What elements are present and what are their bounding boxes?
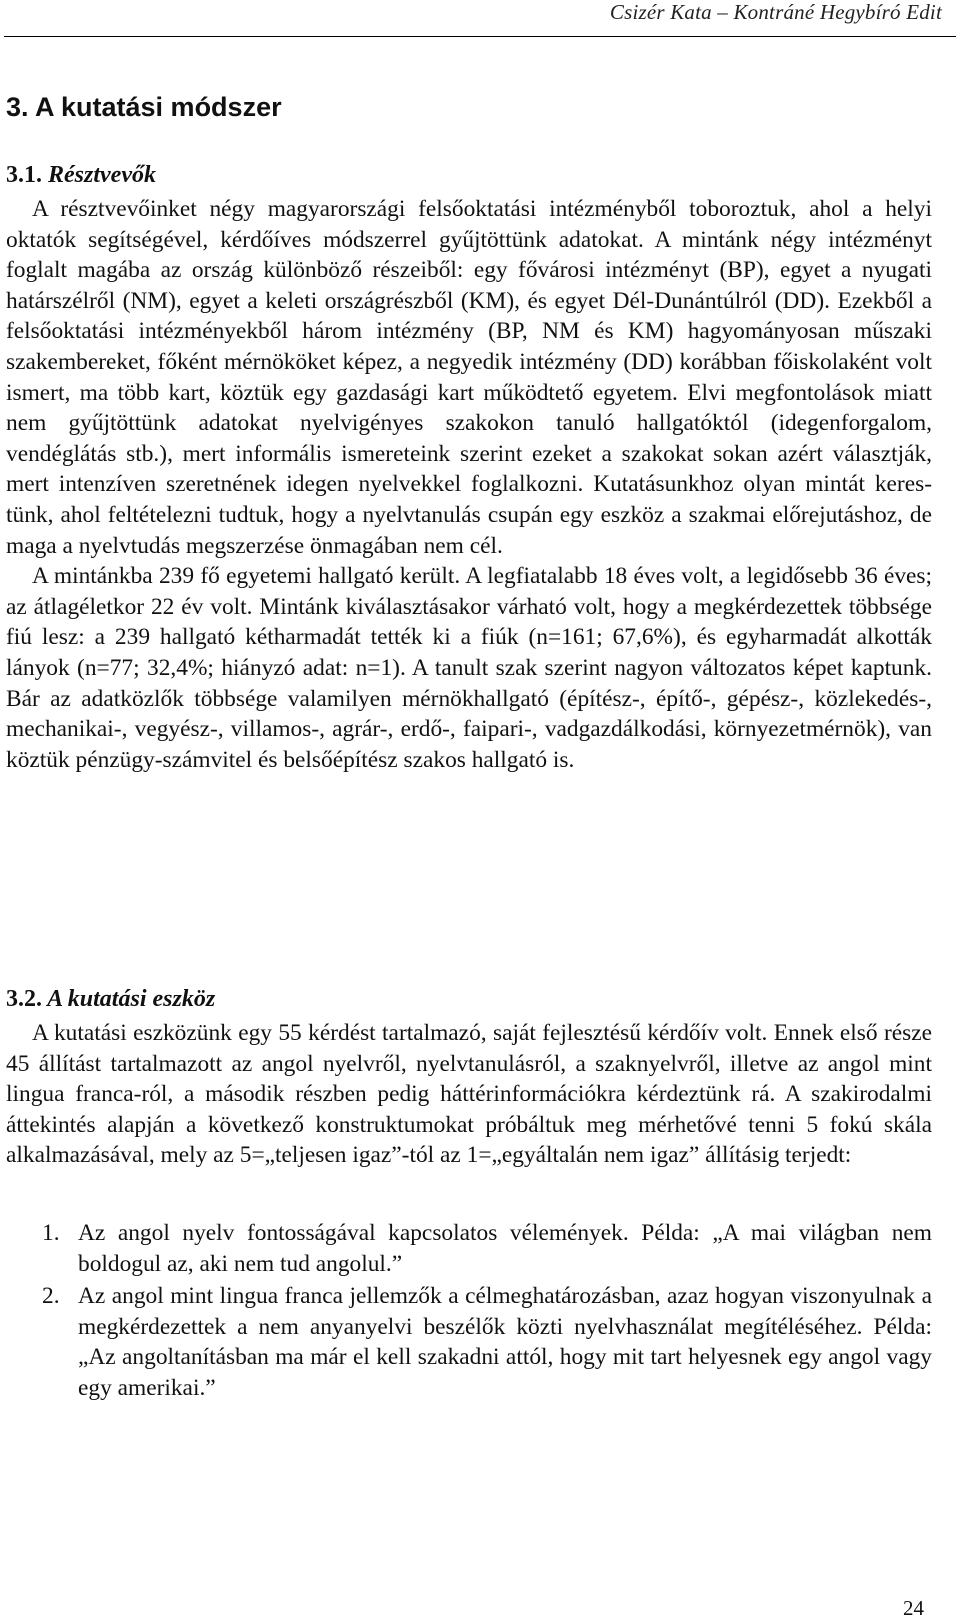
paragraph: A mintánkba 239 fő egyetemi hallgató került. A legfiatalabb 18 éves volt, a legidősebb 36 éves; az átlagéletkor 22 év volt. Mintánk kiválasztásakor várható volt, hogy a megkérdezettek többsége fiú lesz: a 239 hallgató kétharmadát tették ki a fiúk (n=161; 67,6%), és egyharmadát alkották lányok (n=77; 32,4%; hiányzó adat: n=1). A tanult szak szerint nagyon változatos képet kaptunk. Bár az adatközlők többsége valamilyen mérnökhallgató (építész-, építő-, gépész-, közlekedés-, mechanikai-, vegyész-, villamos-, agrár-, erdő-, faipari-, vadgazdálkodási, környezetmérnök), van köztük pénzügy-számvitel és belsőépítész szakos hallgató is. — [6, 563, 932, 773]
running-header: Csizér Kata – Kontráné Hegybíró Edit — [609, 0, 942, 24]
paragraph: A résztvevőinket négy magyarországi felsőoktatási intézményből toboroztuk, ahol a helyi oktatók segítségével, kérdőíves módszerrel gyűjtöttünk adatokat. A mintánk négy intézményt foglalt magába az ország különböző részeiből: egy fővárosi intézményt (BP), egyet a nyugati határszélről (NM), egyet a keleti országrészből (KM), és egyet Dél-Dunántúlról (DD). Ezekből a felsőoktatási intézményekből három intézmény (BP, NM és KM) hagyományosan műszaki szakembereket, főként mérnököket képez, a negyedik intézmény (DD) korábban főiskolaként volt ismert, ma több kart, köztük egy gazdasági kart működtető egyetem. Elvi megfontolások miatt nem gyűjtöttünk adatokat nyelvigényes szakokon tanuló hallgatóktól (idegenforgalom, vendéglátás stb.), mert informális ismereteink szerint ezeket a szakokat sokan azért választják, mert intenzíven szeretnének idegen nyelvekkel foglalkozni. Kutatásunkhoz olyan mintát kerestünk, ahol feltételezni tudtuk, hogy a nyelvtanulás csupán egy eszköz a szakmai előrejutáshoz, de maga a nyelvtudás megszerzése önmagában nem cél. — [6, 196, 932, 559]
participants-body — [6, 194, 932, 775]
subsection-heading-participants — [6, 162, 156, 189]
subsection-heading-instrument — [6, 986, 215, 1013]
header-rule — [4, 36, 956, 37]
list-item — [6, 1281, 932, 1403]
subsection-title: Résztvevők — [48, 162, 156, 188]
section-title: 3. A kutatási módszer — [6, 92, 282, 122]
instrument-body — [6, 1018, 932, 1171]
list-marker: 2. — [42, 1283, 60, 1310]
construct-list — [6, 1218, 932, 1404]
subsection-number: 3.1. — [6, 162, 42, 188]
subsection-number: 3.2. — [6, 986, 42, 1012]
paragraph: A kutatási eszközünk egy 55 kérdést tartalmazó, saját fejlesztésű kérdőív volt. Ennek első része 45 állítást tartalmazott az angol nyelvről, nyelvtanulásról, a szaknyelvről, illetve az angol mint lingua franca-ról, a második részben pedig háttérinformációkra kérdeztünk rá. A szakirodalmi áttekintés alapján a következő konstruktumokat próbáltuk meg mérhetővé tenni 5 fokú skála alkalmazásával, mely az 5=„teljesen igaz”-tól az 1=„egyáltalán nem igaz” állításig terjedt: — [6, 1020, 932, 1169]
list-item-text: Az angol nyelv fontosságával kapcsolatos vélemények. Példa: „A mai világban nem boldogul az, aki nem tud angolul.” — [78, 1220, 932, 1277]
page-number: 24 — [903, 1596, 924, 1620]
list-item — [6, 1218, 932, 1279]
list-marker: 1. — [42, 1220, 60, 1246]
list-item-text: Az angol mint lingua franca jellemzők a célmeghatározásban, azaz hogyan viszonyulnak a megkérdezettek a nem anyanyelvi beszélők közti nyelvhasználat megítéléséhez. Példa: „Az angoltanításban ma már el kell szakadni attól, hogy mit tart helyesnek egy angol vagy egy amerikai.” — [78, 1283, 932, 1401]
subsection-title: A kutatási eszköz — [47, 986, 216, 1012]
